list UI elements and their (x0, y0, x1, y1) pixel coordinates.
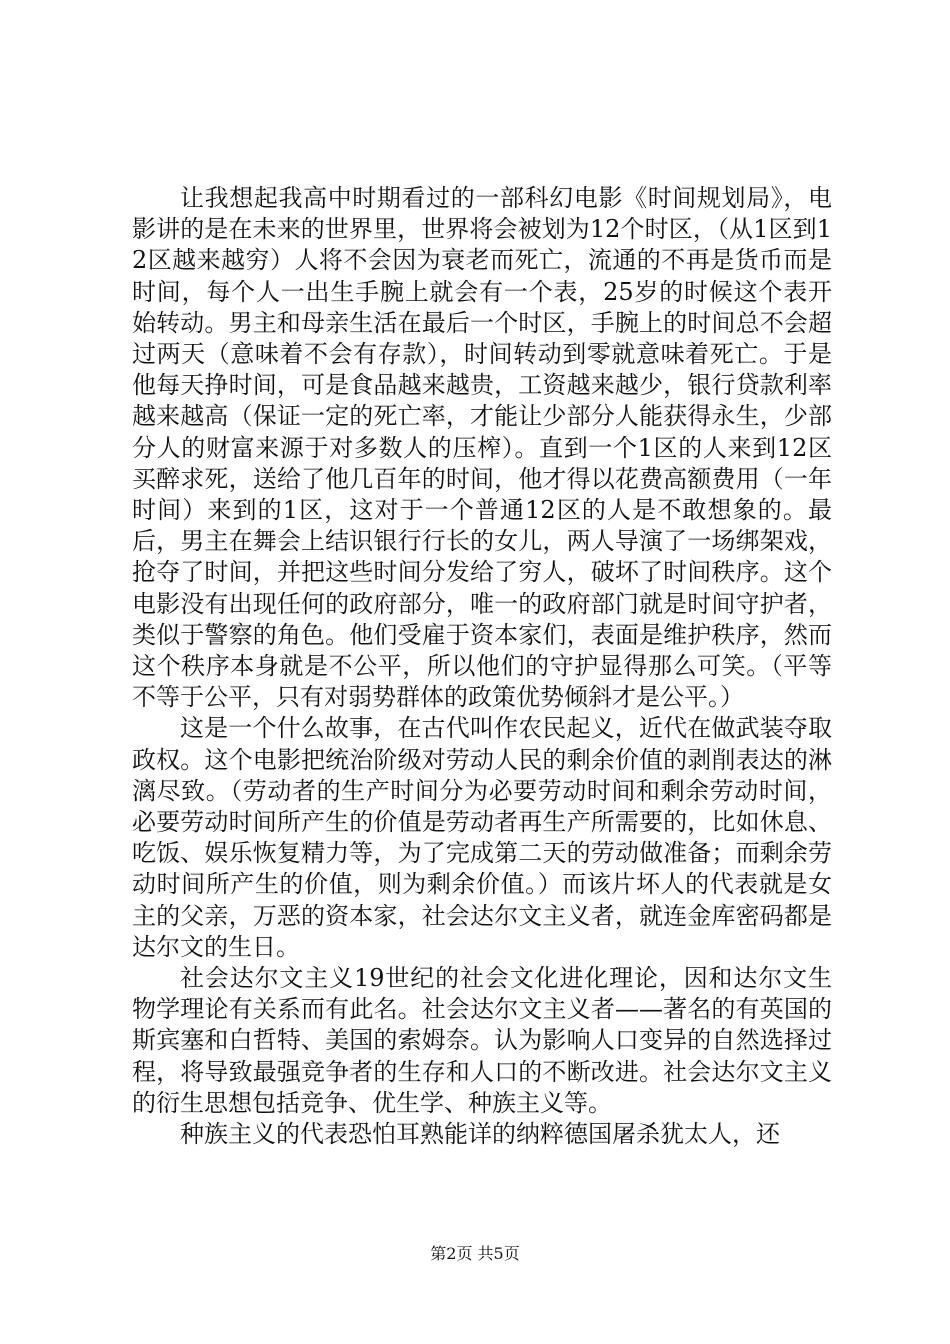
paragraph-4: 种族主义的代表恐怕耳熟能详的纳粹德国屠杀犹太人，还 (180, 1120, 780, 1149)
paragraph-3: 社会达尔文主义19世纪的社会文化进化理论，因和达尔文生物学理论有关系而有此名。社会达尔文主义者——著名的有英国的斯宾塞和白哲特、美国的索姆奈。认为影响人口变异的自然选择过程，将导致最强竞争者的生存和人口的不断改进。社会达尔文主义的衍生思想包括竞争、优生学、种族主义等。 (132, 964, 832, 1117)
document-body (132, 183, 832, 1150)
paragraph-2: 这是一个什么故事，在古代叫作农民起义，近代在做武装夺取政权。这个电影把统治阶级对劳动人民的剩余价值的剥削表达的淋漓尽致。（劳动者的生产时间分为必要劳动时间和剩余劳动时间，必要劳动时间所产生的价值是劳动者再生产所需要的，比如休息、吃饭、娱乐恢复精力等，为了完成第二天的劳动做准备；而剩余劳动时间所产生的价值，则为剩余价值。）而该片坏人的代表就是女主的父亲，万恶的资本家，社会达尔文主义者，就连金库密码都是达尔文的生日。 (132, 714, 832, 961)
paragraph-1: 让我想起我高中时期看过的一部科幻电影《时间规划局》，电影讲的是在未来的世界里，世界将会被划为12个时区，（从1区到12区越来越穷）人将不会因为衰老而死亡，流通的不再是货币而是时间，每个人一出生手腕上就会有一个表，25岁的时候这个表开始转动。男主和母亲生活在最后一个时区，手腕上的时间总不会超过两天（意味着不会有存款），时间转动到零就意味着死亡。于是他每天挣时间，可是食品越来越贵，工资越来越少，银行贷款利率越来越高（保证一定的死亡率，才能让少部分人能获得永生，少部分人的财富来源于对多数人的压榨）。直到一个1区的人来到12区买醉求死，送给了他几百年的时间，他才得以花费高额费用（一年时间）来到的1区，这对于一个普通12区的人是不敢想象的。最后，男主在舞会上结识银行行长的女儿，两人导演了一场绑架戏，抢夺了时间，并把这些时间分发给了穷人，破坏了时间秩序。这个电影没有出现任何的政府部分，唯一的政府部门就是时间守护者，类似于警察的角色。他们受雇于资本家们，表面是维护秩序，然而这个秩序本身就是不公平，所以他们的守护显得那么可笑。（平等不等于公平，只有对弱势群体的政策优势倾斜才是公平。） (132, 184, 832, 712)
page-number-footer: 第2页 共5页 (430, 1244, 520, 1263)
